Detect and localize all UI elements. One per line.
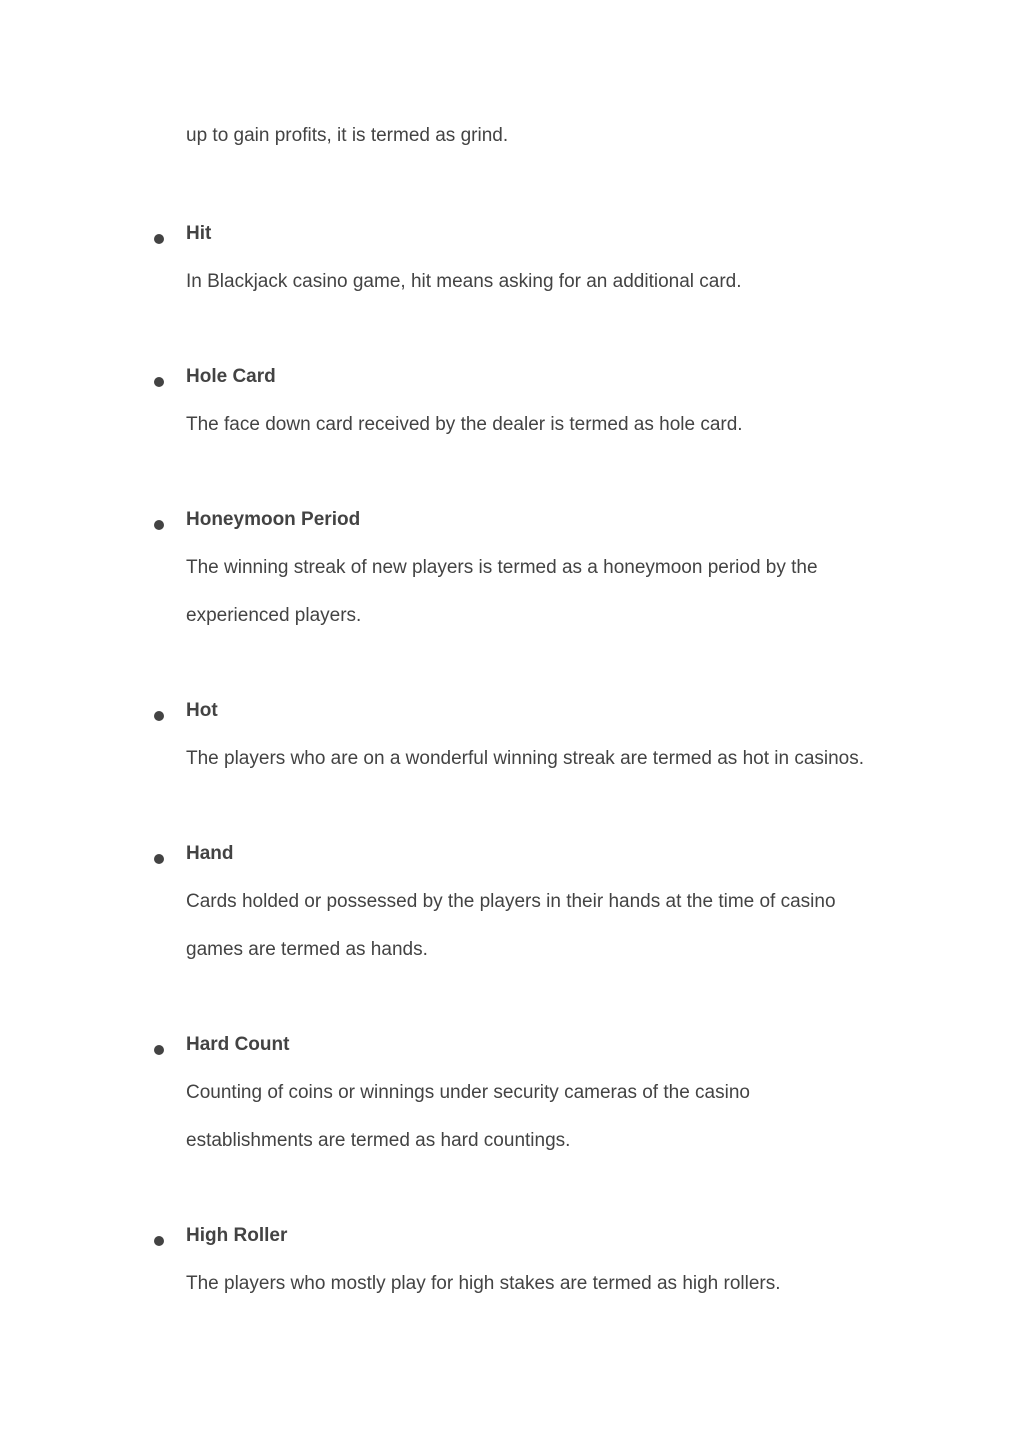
glossary-term: Hard Count	[186, 1034, 290, 1055]
continuation-text: up to gain profits, it is termed as grind.	[186, 125, 509, 146]
bullet-icon	[154, 854, 164, 864]
glossary-term: High Roller	[186, 1225, 288, 1246]
glossary-definition: Counting of coins or winnings under security cameras of the casino establishments are termed as hard countings.	[186, 1082, 750, 1151]
glossary-definition: The winning streak of new players is termed as a honeymoon period by the experienced players.	[186, 557, 818, 626]
glossary-definition: Cards holded or possessed by the players in their hands at the time of casino games are termed as hands.	[186, 891, 836, 960]
bullet-icon	[154, 520, 164, 530]
glossary-term: Hot	[186, 700, 218, 721]
glossary-definition: In Blackjack casino game, hit means asking for an additional card.	[186, 271, 742, 292]
glossary-term: Honeymoon Period	[186, 509, 361, 530]
bullet-icon	[154, 234, 164, 244]
glossary-definition: The players who are on a wonderful winning streak are termed as hot in casinos.	[186, 748, 865, 769]
bullet-icon	[154, 377, 164, 387]
glossary-term: Hand	[186, 843, 234, 864]
glossary-term: Hit	[186, 223, 212, 244]
glossary-definition: The players who mostly play for high stakes are termed as high rollers.	[186, 1273, 781, 1294]
bullet-icon	[154, 1236, 164, 1246]
glossary-term: Hole Card	[186, 366, 276, 387]
bullet-icon	[154, 711, 164, 721]
glossary-definition: The face down card received by the dealer is termed as hole card.	[186, 414, 743, 435]
bullet-icon	[154, 1045, 164, 1055]
